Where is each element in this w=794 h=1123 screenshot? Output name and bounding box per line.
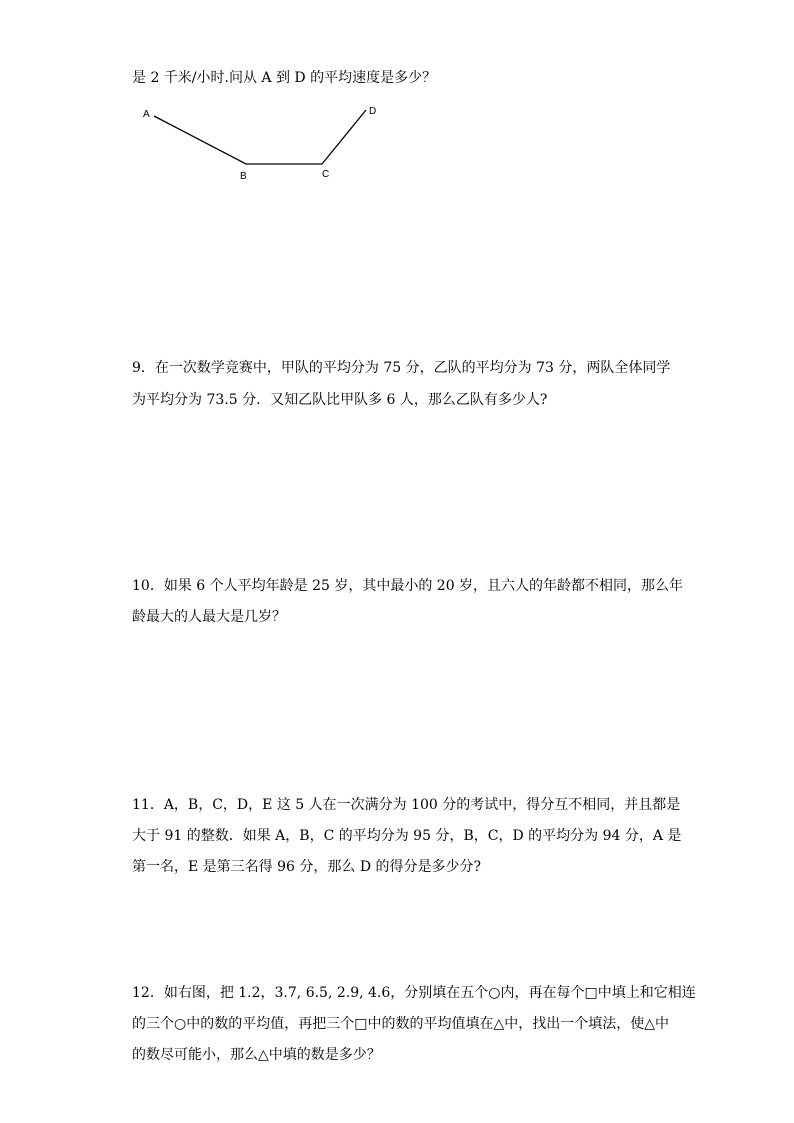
question-12-line: 的数尽可能小，那么△中填的数是多少？ bbox=[132, 1047, 381, 1063]
question-9-line: 为平均分为 73.5 分．又知乙队比甲队多 6 人，那么乙队有多少人? bbox=[132, 392, 548, 408]
question-8-tail: 是 2 千米/小时.问从 A 到 D 的平均速度是多少？ bbox=[132, 70, 437, 86]
point-b-label: B bbox=[240, 171, 247, 182]
question-11-line: 11．A，B，C，D，E 这 5 人在一次满分为 100 分的考试中，得分互不相同，并且都是 bbox=[132, 797, 681, 813]
question-11-line: 大于 91 的整数．如果 A，B，C 的平均分为 95 分，B，C，D 的平均分为 94 分，A 是 bbox=[132, 828, 682, 844]
point-c-label: C bbox=[322, 169, 330, 180]
question-11-line: 第一名，E 是第三名得 96 分，那么 D 的得分是多少分? bbox=[132, 859, 482, 875]
route-path bbox=[154, 110, 366, 164]
question-9-line: 9．在一次数学竞赛中，甲队的平均分为 75 分，乙队的平均分为 73 分，两队全体同学 bbox=[132, 360, 671, 376]
question-10-line: 龄最大的人最大是几岁？ bbox=[132, 609, 286, 625]
point-d-label: D bbox=[369, 106, 377, 117]
question-12-line: 的三个○中的数的平均值，再把三个□中的数的平均值填在△中，找出一个填法，使△中 bbox=[132, 1016, 669, 1032]
question-12-line: 12．如右图，把 1.2，3.7, 6.5, 2.9, 4.6，分别填在五个○内，再在每个□中填上和它相连 bbox=[132, 985, 696, 1001]
point-a-label: A bbox=[143, 109, 150, 120]
question-10-line: 10．如果 6 个人平均年龄是 25 岁，其中最小的 20 岁，且六人的年龄都不相同，那么年 bbox=[132, 578, 684, 594]
route-diagram bbox=[130, 96, 390, 191]
